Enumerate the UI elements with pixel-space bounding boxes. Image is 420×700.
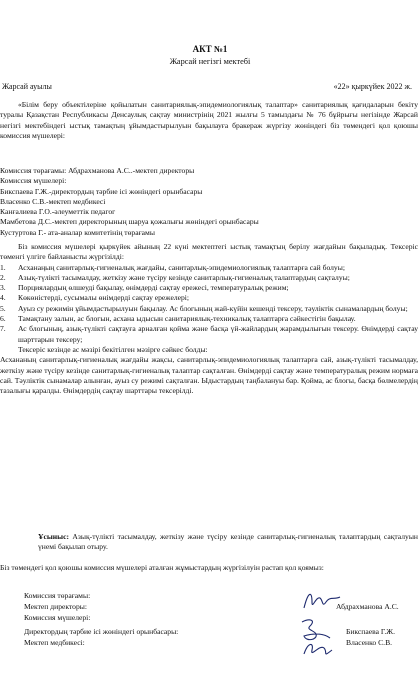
commission-chair: Комиссия төрағамы: Абдрахманова А.С..-мектеп директоры <box>0 166 195 175</box>
check-item <box>0 263 418 273</box>
check-item <box>0 304 418 314</box>
recommendation-label: Ұсыныс: <box>38 532 69 541</box>
sig-name-nurse: Власенко С.В. <box>346 638 393 647</box>
check-item-text: Азық-түлікті тасымалдау, жеткізу және түсіру кезінде санитарлық-гигиеналық талаптардың сақталуы; <box>18 272 350 282</box>
check-item-number: 5. <box>0 303 6 313</box>
check-item <box>0 293 418 303</box>
inspection-intro: Біз комиссия мүшелері қыркүйек айының 22 күні мектептегі ыстық тамақтың берілу жағдайын бақыладық. Тексеріс төменгі үлгіге байланысты жүргізілді: <box>0 242 418 262</box>
check-item-text: Порциялардың өлшеуді бақылау, өнімдерді сақтау ережесі, температуралық режим; <box>18 283 289 293</box>
check-item-text: Көкөністерді, сусымалы өнімдерді сақтау ережелері; <box>18 293 189 303</box>
check-item-number: 7. <box>0 324 6 334</box>
sig-label-nurse: Мектеп медбикесі: <box>24 638 85 647</box>
commission-member: Мамбетова Д.С.-мектеп директорының шаруа қожалығы жөніндегі орынбасары <box>0 217 259 227</box>
check-item <box>0 273 418 283</box>
commission-member: Канғалиева Г.О.-әлеуметтік педагог <box>0 207 116 217</box>
school-name: Жарсай негізгі мектебі <box>169 57 251 66</box>
check-item-number: 2. <box>0 272 6 282</box>
findings-paragraph: Асхананың санитарлық-гигиеналық жағдайы жақсы, санитарлық-эпидемиологиялық талаптарға сай, азық-түлікті тасымалдау, жеткізу және түсіру кезінде санитарлық-гигиеналық талаптар сақталған. Өнімдерді сақтау және температуралық режим нормаға сай. Тәуліктік сынамалар алынған, ауыз су режимі сақталған. Ыдыстардың таңбалануы бар. Қойма, ас блогы, басқа бөлмелердің тазалығы қаралды. Өнімдердің сақтау шарттары тексерілді. <box>0 355 418 396</box>
signature-nurse-icon <box>300 638 336 662</box>
intro-paragraph: «Білім беру объектілеріне қойылатын санитариялық-эпидемиологиялық талаптар» санитариялық қағидаларын бекіту туралы Қазақстан Республикасы Денсаулық сақтау министрінің 2021 жылғы 5 тамыздағы № 76 бұйрығы негізінде Жарсай негізгі мектебіндегі ыстық тамақтың ұйымдастырылуын бақылауға бракераж жүргізу жөніндегі біз төмендегі қол қоюшы комиссия мүшелері: <box>0 100 418 140</box>
commission-member: Кустуртова Г.- ата-аналар комитетінің төрағамы <box>0 227 155 237</box>
commission-member: Бикспаева Г.Ж.-директордың тәрбие ісі жөніндегі орынбасары <box>0 186 203 196</box>
sig-name-chair: Абдрахманова А.С. <box>336 602 399 611</box>
sig-label-members: Комиссия мүшелері: <box>24 613 91 622</box>
place: Жарсай ауылы <box>2 82 52 91</box>
sig-name-deputy: Бикспаева Г.Ж. <box>346 627 395 636</box>
menu-note: Тексеріс кезінде ас мәзірі бекітілген мәзірге сәйкес болды: <box>18 344 208 354</box>
signature-chair-icon <box>300 588 344 614</box>
confirmation-paragraph: Біз төмендегі қол қоюшы комиссия мүшелері аталған жұмыстардың жүргізілуін растап қол қоямыз: <box>0 563 324 572</box>
check-item-text: Ас блогының, азық-түлікті сақтауға арналған қойма және басқа үй-жайлардың жарамдылығын тексеру. Өнімдерді сақтау шарттарын тексеру; <box>18 324 418 344</box>
check-item <box>0 314 418 324</box>
check-item-number: 3. <box>0 283 6 293</box>
sig-label-deputy: Директордың тәрбие ісі жөніндегі орынбасары: <box>24 627 179 636</box>
recommendation-text: Азық-түлікті тасымалдау, жеткізу және түсіру кезінде санитарлық-гигиеналық талаптардың сақталуын үнемі бақылап отыру. <box>38 532 418 552</box>
check-item-number: 4. <box>0 293 6 303</box>
document-title: АКТ №1 <box>192 44 228 54</box>
check-item-number: 6. <box>0 314 6 324</box>
check-item-number: 1. <box>0 262 6 272</box>
inspection-body <box>0 242 418 396</box>
check-item-text: Ауыз су режимін ұйымдастырылуын бақылау. Ас блогының жай-күйін кешенді тексеру, тәуліктік сынамалардың болуы; <box>18 303 408 313</box>
commission-member: Власенко С.В.-мектеп медбикесі <box>0 196 106 206</box>
check-item-text: Асханаңың санитарлық-гигиеналық жағдайы, санитарлық-эпидемиологиялық талаптарға сай болуы; <box>18 262 345 272</box>
commission-members-header: Комиссия мүшелері: <box>0 176 67 186</box>
recommendation <box>38 532 418 553</box>
date: «22» қыркүйек 2022 ж. <box>333 82 412 91</box>
sig-label-chair: Комиссия төрағамы: <box>24 591 91 600</box>
check-item-text: Тамақтану залын, ас блогын, асхана ыдысын санитариялық-техникалық талаптарға сәйкестігін бақылау. <box>18 314 356 324</box>
check-item <box>0 324 418 345</box>
check-item <box>0 283 418 293</box>
sig-label-director: Мектеп директоры: <box>24 602 87 611</box>
commission-list <box>0 166 418 238</box>
